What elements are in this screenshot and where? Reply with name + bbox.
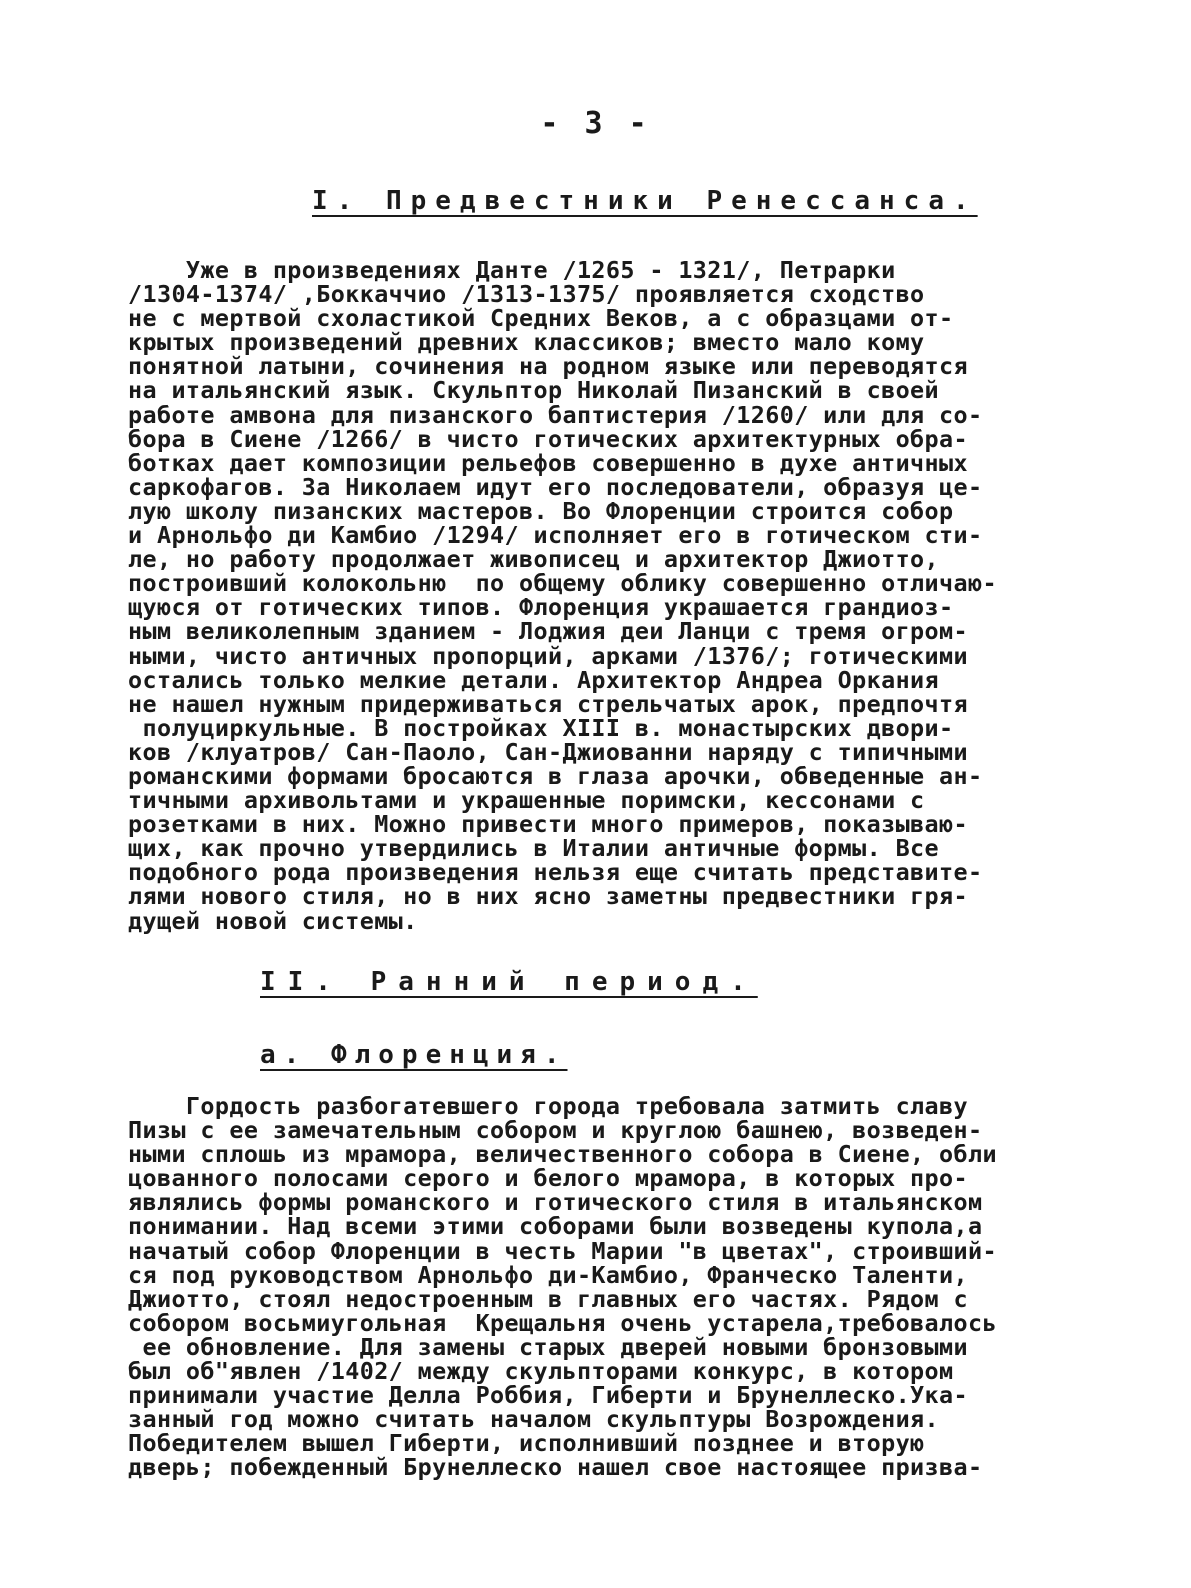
text-line: Победителем вышел Гиберти, исполнивший позднее и вторую: [128, 1429, 925, 1458]
text-line: лями нового стиля, но в них ясно заметны предвестники гря-: [128, 882, 968, 911]
text-line: щих, как прочно утвердились в Италии античные формы. Все: [128, 834, 940, 863]
text-line: понятной латыни, сочинения на родном языке или переводятся: [128, 352, 968, 381]
text-line: занный год можно считать началом скульптуры Возрождения.: [128, 1405, 940, 1434]
text-line: остались только мелкие детали. Архитектор Андреа Оркания: [128, 665, 940, 694]
text-line: цованного полосами серого и белого мрамора, в которых про-: [128, 1164, 968, 1193]
text-line: саркофагов. За Николаем идут его последователи, образуя це-: [128, 472, 983, 501]
text-line: тичными архивольтами и украшенные поримски, кессонами с: [128, 786, 925, 815]
text-line: Пизы с ее замечательным собором и круглою башнею, возведен-: [128, 1116, 983, 1145]
text-line: ся под руководством Арнольфо ди-Камбио, Франческо Таленти,: [128, 1260, 968, 1289]
text-line: построивший колокольню по общему облику совершенно отличаю-: [128, 569, 997, 598]
text-line: не нашел нужным придерживаться стрельчатых арок, предпочтя: [128, 689, 968, 718]
text-line: щуюся от готических типов. Флоренция украшается грандиоз-: [128, 593, 954, 622]
text-line: дверь; побежденный Брунеллеско нашел свое настоящее призва-: [128, 1453, 983, 1482]
text-line: крытых произведений древних классиков; вместо мало кому: [128, 328, 925, 357]
text-line: ными, чисто античных пропорций, арками /1376/; готическими: [128, 641, 968, 670]
text-line: собором восьмиугольная Крещальня очень устарела,требовалось: [128, 1308, 997, 1337]
text-line: ботках дает композиции рельефов совершенно в духе античных: [128, 448, 968, 477]
text-line: лую школу пизанских мастеров. Во Флоренции строится собор: [128, 496, 954, 525]
text-line: Гордость разбогатевшего города требовала затмить славу: [128, 1092, 968, 1120]
section-heading-precursors: I. Предвестники Ренессанса.: [312, 186, 978, 216]
text-line: Уже в произведениях Данте /1265 - 1321/, Петрарки: [128, 256, 896, 284]
subsection-heading-florence: а. Флоренция.: [260, 1040, 568, 1070]
paragraph-precursors: [128, 258, 1048, 933]
text-line: ле, но работу продолжает живописец и архитектор Джиотто,: [128, 545, 940, 574]
text-line: розетками в них. Можно привести много примеров, показываю-: [128, 810, 968, 839]
text-line: полуциркульные. В постройках XIII в. монастырских двори-: [128, 713, 954, 742]
text-line: ее обновление. Для замены старых дверей новыми бронзовыми: [128, 1332, 968, 1361]
paragraph-florence: [128, 1094, 1048, 1480]
text-line: ным великолепным зданием - Лоджия деи Ланци с тремя огром-: [128, 617, 968, 646]
text-line: был об"явлен /1402/ между скульпторами конкурс, в котором: [128, 1357, 954, 1386]
text-line: начатый собор Флоренции в честь Марии "в цветах", строивший-: [128, 1236, 997, 1265]
text-line: бора в Сиене /1266/ в чисто готических архитектурных обра-: [128, 424, 968, 453]
text-line: ными сплошь из мрамора, величественного собора в Сиене, обли: [128, 1140, 997, 1169]
text-line: работе амвона для пизанского баптистерия /1260/ или для со-: [128, 400, 983, 429]
text-line: Джиотто, стоял недостроенным в главных его частях. Рядом с: [128, 1284, 968, 1313]
text-line: ков /клуатров/ Сан-Паоло, Сан-Джиованни наряду с типичными: [128, 737, 968, 766]
text-line: /1304-1374/ ,Боккаччио /1313-1375/ проявляется сходство: [128, 280, 925, 309]
text-line: не с мертвой схоластикой Средних Веков, а с образцами от-: [128, 304, 954, 333]
text-line: романскими формами бросаются в глаза арочки, обведенные ан-: [128, 761, 983, 790]
page-number: - 3 -: [540, 106, 651, 141]
text-line: подобного рода произведения нельзя еще считать представите-: [128, 858, 983, 887]
text-line: являлись формы романского и готического стиля в итальянском: [128, 1188, 983, 1217]
text-line: на итальянский язык. Скульптор Николай Пизанский в своей: [128, 376, 940, 405]
text-line: дущей новой системы.: [128, 906, 418, 935]
text-line: и Арнольфо ди Камбио /1294/ исполняет его в готическом сти-: [128, 521, 983, 550]
section-heading-early-period: II. Ранний период.: [260, 967, 758, 997]
text-line: принимали участие Делла Роббия, Гиберти и Брунеллеско.Ука-: [128, 1381, 968, 1410]
text-line: понимании. Над всеми этими соборами были возведены купола,а: [128, 1212, 983, 1241]
